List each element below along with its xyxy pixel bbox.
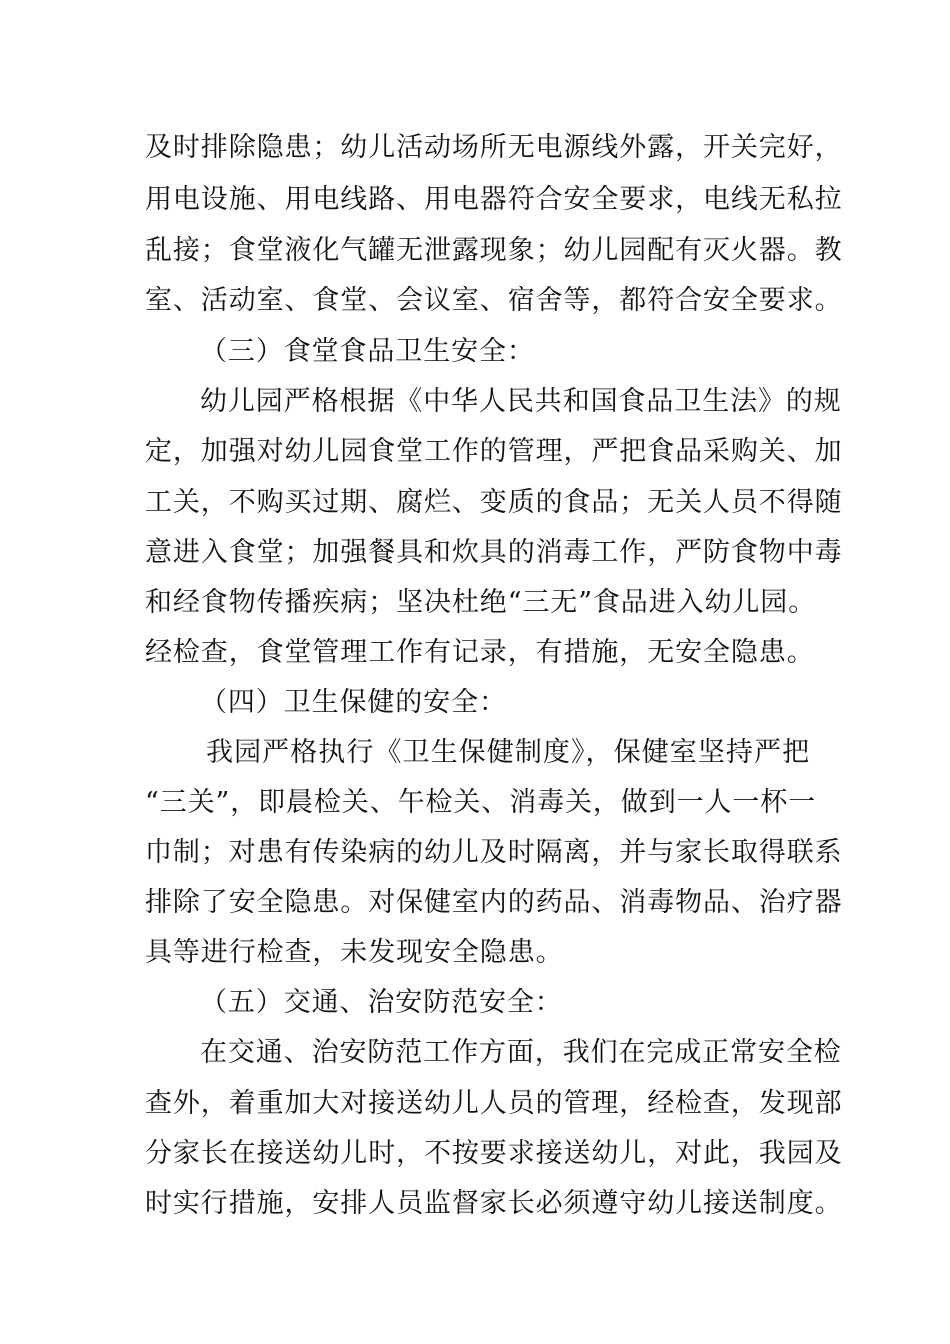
- body-text-line: 经检查，食堂管理工作有记录，有措施，无安全隐患。: [145, 637, 815, 668]
- section-heading-5: （五）交通、治安防范安全：: [200, 987, 563, 1018]
- body-text-line: 定，加强对幼儿园食堂工作的管理，严把食品采购关、加: [145, 436, 843, 467]
- body-text-line: 巾制；对患有传染病的幼儿及时隔离，并与家长取得联系: [145, 837, 843, 868]
- section-heading-3: （三）食堂食品卫生安全：: [200, 336, 535, 367]
- paragraph-first-line: 幼儿园严格根据《中华人民共和国食品卫生法》的规: [200, 386, 842, 417]
- body-text-line: 室、活动室、食堂、会议室、宿舍等，都符合安全要求。: [145, 285, 843, 316]
- body-text-line: 意进入食堂；加强餐具和炊具的消毒工作，严防食物中毒: [145, 537, 843, 568]
- body-text-line: 排除了安全隐患。对保健室内的药品、消毒物品、治疗器: [145, 887, 843, 918]
- paragraph-first-line: 在交通、治安防范工作方面，我们在完成正常安全检: [200, 1037, 842, 1068]
- body-text-line: 查外，着重加大对接送幼儿人员的管理，经检查，发现部: [145, 1088, 843, 1119]
- body-text-line: 时实行措施，安排人员监督家长必须遵守幼儿接送制度。: [145, 1188, 843, 1219]
- body-text-line: “三关”，即晨检关、午检关、消毒关，做到一人一杯一: [145, 787, 817, 818]
- body-text-line: 分家长在接送幼儿时，不按要求接送幼儿，对此，我园及: [145, 1138, 843, 1169]
- body-text-line: 及时排除隐患；幼儿活动场所无电源线外露，开关完好，: [145, 132, 843, 163]
- body-text-line: 具等进行检查，未发现安全隐患。: [145, 937, 564, 968]
- body-text-line: 工关，不购买过期、腐烂、变质的食品；无关人员不得随: [145, 487, 843, 518]
- body-text-line: 和经食物传播疾病；坚决杜绝“三无”食品进入幼儿园。: [145, 587, 817, 618]
- paragraph-first-line: 我园严格执行《卫生保健制度》，保健室坚持严把: [206, 737, 810, 768]
- section-heading-4: （四）卫生保健的安全：: [200, 687, 507, 718]
- body-text-line: 用电设施、用电线路、用电器符合安全要求，电线无私拉: [145, 184, 843, 215]
- body-text-line: 乱接；食堂液化气罐无泄露现象；幼儿园配有灭火器。教: [145, 235, 843, 266]
